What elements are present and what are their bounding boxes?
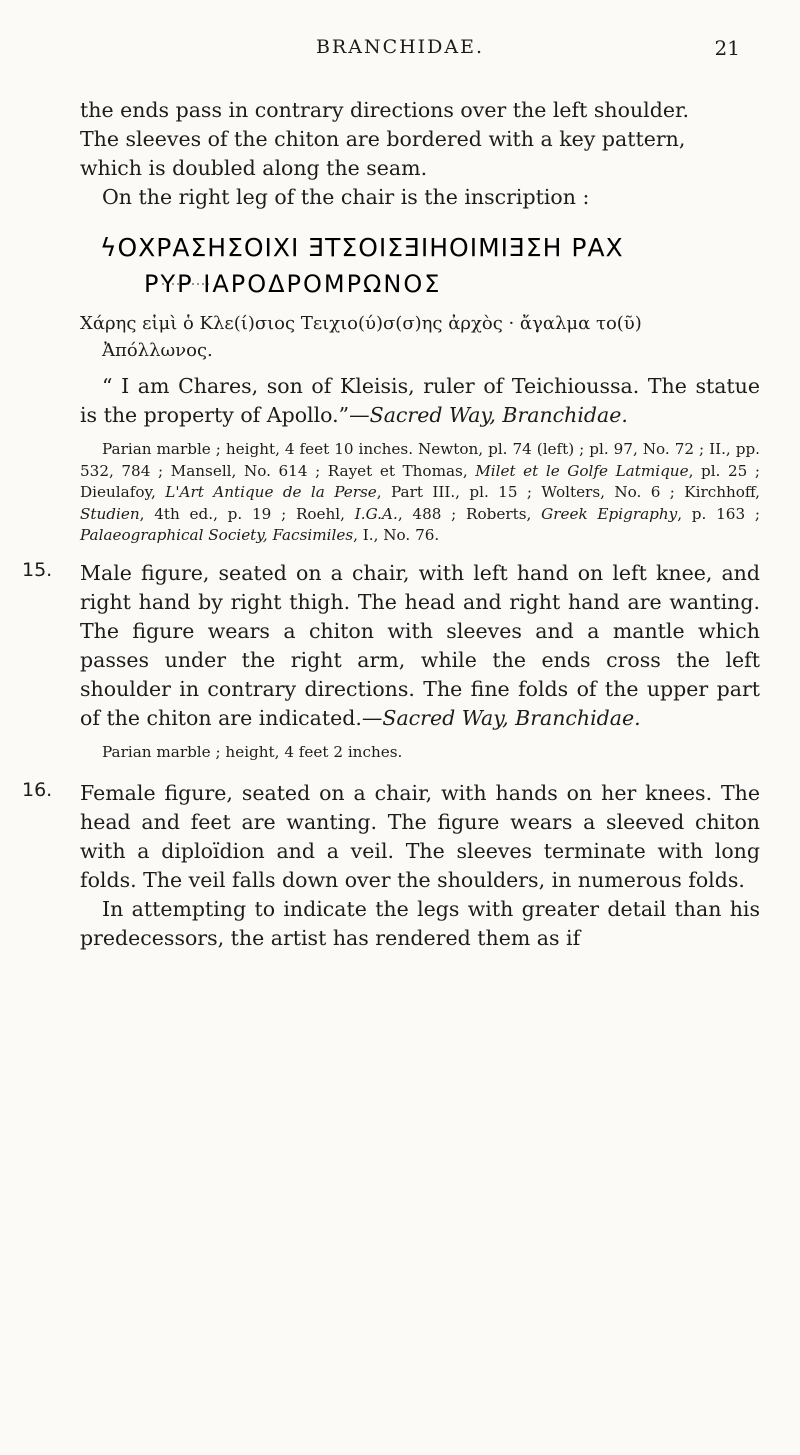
greek-line-2: Ἀπόλλωνος. bbox=[102, 340, 213, 361]
intro-line-4: On the right leg of the chair is the inscription : bbox=[102, 185, 590, 209]
entry-16 bbox=[22, 779, 760, 953]
entry-16-text: Female figure, seated on a chair, with hands on her knees. The head and feet are wanting. The figure wears a sleeved chiton with a diploïdion and a veil. The sleeves terminate with long folds. The veil falls down over the shoulders, in numerous folds. bbox=[80, 781, 760, 892]
entry-number: 15. bbox=[22, 558, 53, 581]
entry-15-source: Sacred Way, Branchidae. bbox=[382, 705, 641, 730]
running-title: BRANCHIDAE. bbox=[315, 36, 485, 58]
entry14-note: Parian marble ; height, 4 feet 10 inches. Newton, pl. 74 (left) ; pl. 97, No. 72 ; II., pp. 532, 784 ; Mansell, No. 614 ; Rayet et Thomas, Milet et le Golfe Latmique, pl. 25 ; Dieulafoy, L'Art Antique de la Perse, Part III., pl. 15 ; Wolters, No. 6 ; Kirchhoff, Studien, 4th ed., p. 19 ; Roehl, I.G.A., 488 ; Roberts, Greek Epigraphy, p. 163 ; Palaeographical Society, Facsimiles, I., No. 76. bbox=[80, 440, 761, 544]
page-body bbox=[22, 96, 761, 953]
translation bbox=[80, 372, 760, 430]
entry-16-para-2: In attempting to indicate the legs with greater detail than his predecessors, the artist has rendered them as if bbox=[80, 897, 760, 950]
page-number: 21 bbox=[714, 36, 740, 60]
intro-line-3: which is doubled along the seam. bbox=[80, 156, 428, 180]
inscription-facsimile bbox=[92, 226, 742, 304]
translation-quote: “ I am Chares, son of Kleisis, ruler of Teichioussa. The statue is the property of Apollo.”— bbox=[80, 374, 760, 427]
entry-15-note: Parian marble ; height, 4 feet 2 inches. bbox=[102, 742, 403, 761]
greek-line-1: Χάρης εἰμὶ ὁ Κλε(ί)σιος Τειχιο(ύ)σ(σ)ης ἀρχὸς · ἄγαλμα το(ῦ) bbox=[80, 313, 642, 334]
entry-15-text: Male figure, seated on a chair, with left hand on left knee, and right hand by right thigh. The head and right hand are wanting. The figure wears a chiton with sleeves and a mantle which passes under the right arm, while the ends cross the left shoulder in contrary directions. The fine folds of the upper part of the chiton are indicated.—Sacred Way, Branchidae. bbox=[80, 560, 760, 730]
translation-source: Sacred Way, Branchidae. bbox=[369, 403, 628, 427]
inscription-line-1: ϟΟΧΡΑΣΗΣΟΙΧΙ ƎΤΣΟΙΣƎΙΗΟΙΜΙƎΣΗ ΡΑΧ bbox=[100, 233, 624, 262]
inscription-line-2: ΡΥΡ ΙΑΡΟΔΡΟΜΡΩΝΟΣ bbox=[144, 270, 442, 298]
running-head bbox=[0, 36, 800, 66]
entry-number: 16. bbox=[22, 779, 53, 801]
intro-line-2: The sleeves of the chiton are bordered with a key pattern, bbox=[80, 127, 686, 151]
intro-line-1: the ends pass in contrary directions over the left shoulder. bbox=[80, 98, 690, 122]
entry-15 bbox=[22, 558, 760, 764]
